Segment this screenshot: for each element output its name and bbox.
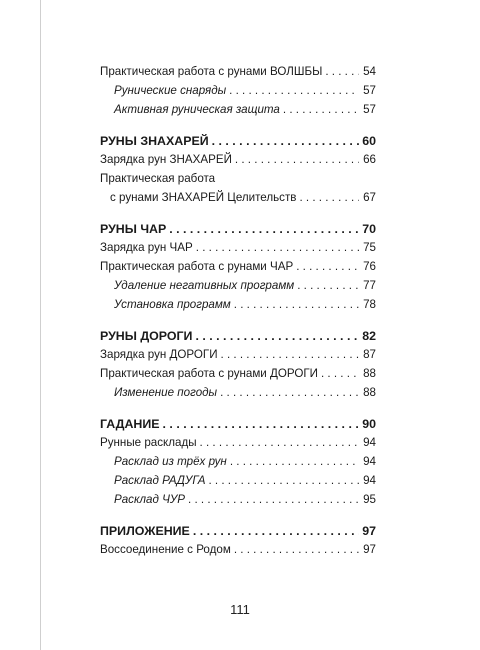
- toc-entry-title: Установка программ: [114, 298, 231, 311]
- toc-chapter-heading: [100, 217, 376, 236]
- toc-leader-dots: [234, 543, 359, 557]
- toc-chapter-page: 82: [362, 329, 376, 343]
- toc-entry-page: 67: [363, 191, 376, 204]
- toc-leader-dots: [220, 386, 359, 400]
- toc-subentry: [100, 450, 376, 469]
- toc-leader-dots: [229, 84, 359, 98]
- toc-entry-page: 78: [363, 298, 376, 311]
- toc-entry-page: 77: [363, 279, 376, 292]
- toc-chapter-title: ПРИЛОЖЕНИЕ: [100, 524, 190, 538]
- toc-leader-dots: [169, 222, 359, 236]
- toc-leader-dots: [299, 191, 359, 205]
- toc-entry-page: 75: [363, 241, 376, 254]
- section-gap: [100, 205, 376, 217]
- section-gap: [100, 117, 376, 129]
- toc-leader-dots: [221, 348, 359, 362]
- toc-entry: [100, 431, 376, 450]
- toc-entry: [100, 186, 376, 205]
- toc-chapter-title: ГАДАНИЕ: [100, 417, 160, 431]
- toc-entry-page: 94: [363, 436, 376, 449]
- toc-leader-dots: [283, 103, 359, 117]
- toc-leader-dots: [230, 455, 359, 469]
- toc-entry-page: 54: [363, 65, 376, 78]
- toc-entry-page: 57: [363, 103, 376, 116]
- toc-entry-page: 97: [363, 543, 376, 556]
- toc-leader-dots: [235, 153, 359, 167]
- toc-subentry: [100, 79, 376, 98]
- toc-entry-title: с рунами ЗНАХАРЕЙ Целительств: [110, 191, 297, 204]
- toc-chapter-heading: [100, 412, 376, 431]
- toc-entry-page: 57: [363, 84, 376, 97]
- toc-entry-title: Практическая работа с рунами ВОЛШБЫ: [100, 65, 323, 78]
- toc-leader-dots: [296, 260, 359, 274]
- toc-entry: [100, 236, 376, 255]
- toc-entry-title-line: Практическая работа: [100, 172, 216, 185]
- toc-leader-dots: [325, 65, 359, 79]
- toc-entry: [100, 255, 376, 274]
- toc-entry: [100, 362, 376, 381]
- toc-subentry: [100, 293, 376, 312]
- toc-entry-title: Зарядка рун ЗНАХАРЕЙ: [100, 153, 232, 166]
- page-number: 111: [230, 602, 250, 617]
- toc-chapter-heading: [100, 519, 376, 538]
- toc-leader-dots: [195, 329, 359, 343]
- toc-leader-dots: [234, 298, 359, 312]
- toc-entry-page: 95: [363, 493, 376, 506]
- toc-chapter-page: 90: [362, 417, 376, 431]
- toc-entry: [100, 148, 376, 167]
- toc-entry-title: Рунические снаряды: [114, 84, 227, 97]
- toc-entry: [100, 343, 376, 362]
- toc-subentry: [100, 469, 376, 488]
- page-gutter-line: [40, 0, 41, 650]
- toc-entry-title: Практическая работа с рунами ДОРОГИ: [100, 367, 318, 380]
- toc-subentry: [100, 488, 376, 507]
- toc-chapter-heading: [100, 129, 376, 148]
- toc-subentry: [100, 98, 376, 117]
- toc-leader-dots: [297, 279, 359, 293]
- toc-entry: [100, 60, 376, 79]
- toc-leader-dots: [208, 474, 359, 488]
- toc-entry-title: Расклад ЧУР: [114, 493, 186, 506]
- toc-leader-dots: [212, 134, 359, 148]
- toc-subentry: [100, 274, 376, 293]
- toc-entry-page: 94: [363, 474, 376, 487]
- toc-entry-title: Практическая работа с рунами ЧАР: [100, 260, 294, 273]
- table-of-contents: [100, 60, 376, 557]
- toc-chapter-page: 70: [362, 222, 376, 236]
- toc-leader-dots: [321, 367, 359, 381]
- toc-entry-title: Рунные расклады: [100, 436, 197, 449]
- toc-entry-title: Расклад из трёх рун: [114, 455, 227, 468]
- toc-chapter-title: РУНЫ ДОРОГИ: [100, 329, 193, 343]
- toc-entry-title: Воссоединение с Родом: [100, 543, 231, 556]
- toc-entry-title: Удаление негативных программ: [114, 279, 295, 292]
- toc-chapter-page: 60: [362, 134, 376, 148]
- toc-entry-title: Расклад РАДУГА: [114, 474, 206, 487]
- toc-entry-page: 66: [363, 153, 376, 166]
- toc-entry: [100, 538, 376, 557]
- toc-chapter-heading: [100, 324, 376, 343]
- toc-entry-page: 94: [363, 455, 376, 468]
- toc-entry-title: Активная руническая защита: [114, 103, 280, 116]
- section-gap: [100, 312, 376, 324]
- toc-leader-dots: [163, 417, 359, 431]
- toc-leader-dots: [188, 493, 359, 507]
- toc-chapter-page: 97: [362, 524, 376, 538]
- toc-entry-page: 88: [363, 386, 376, 399]
- toc-entry-title: Зарядка рун ДОРОГИ: [100, 348, 218, 361]
- toc-entry-page: 76: [363, 260, 376, 273]
- toc-entry-page: 87: [363, 348, 376, 361]
- toc-entry-title: Изменение погоды: [114, 386, 218, 399]
- toc-entry-title: Зарядка рун ЧАР: [100, 241, 193, 254]
- toc-leader-dots: [193, 524, 359, 538]
- section-gap: [100, 400, 376, 412]
- toc-entry-page: 88: [363, 367, 376, 380]
- section-gap: [100, 507, 376, 519]
- toc-subentry: [100, 381, 376, 400]
- toc-leader-dots: [200, 436, 359, 450]
- toc-chapter-title: РУНЫ ЧАР: [100, 222, 167, 236]
- toc-chapter-title: РУНЫ ЗНАХАРЕЙ: [100, 134, 209, 148]
- toc-leader-dots: [196, 241, 359, 255]
